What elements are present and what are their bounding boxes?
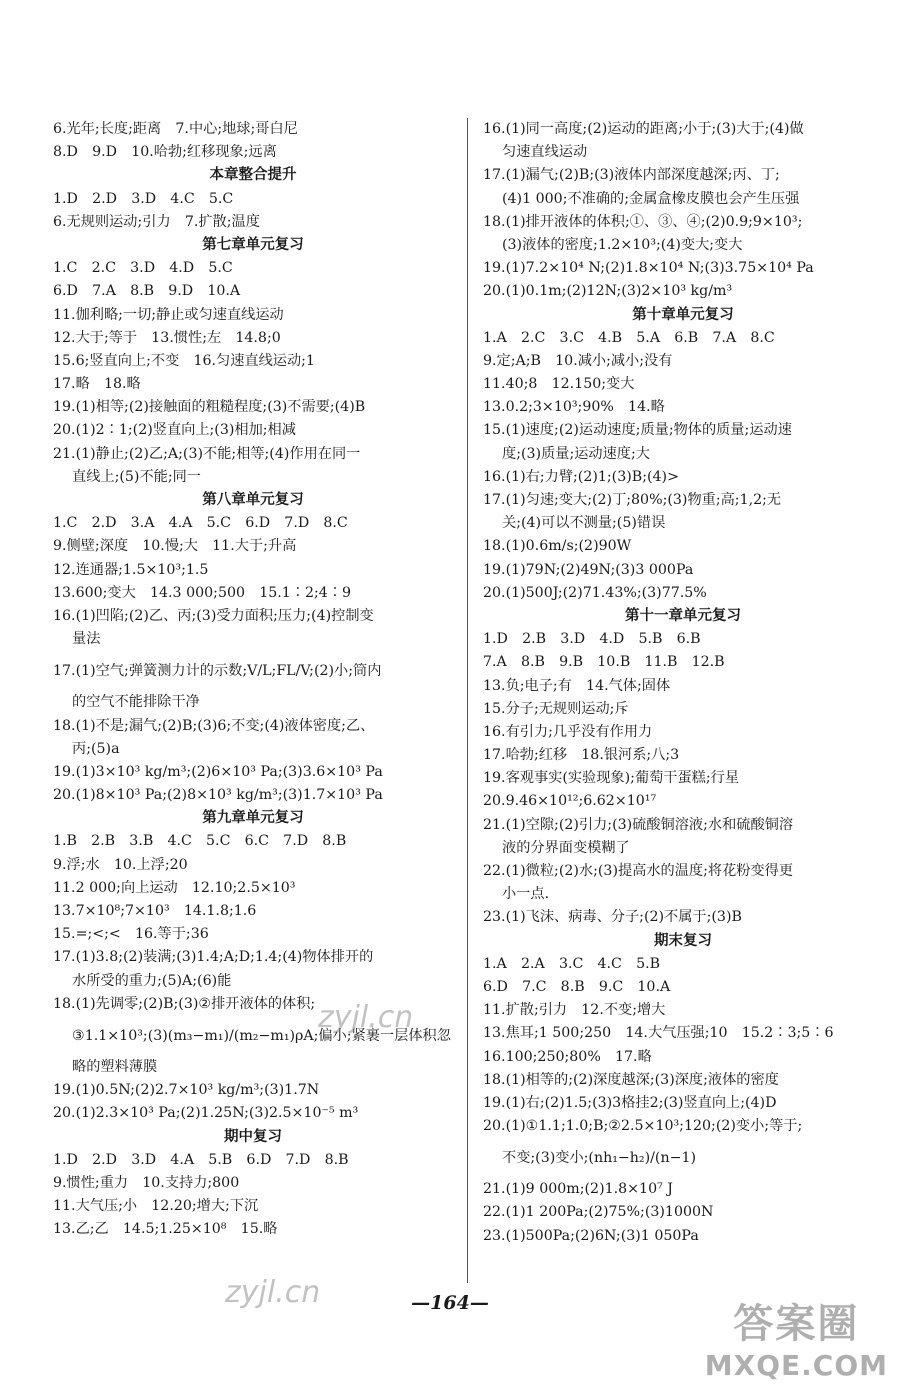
answer-line: 20.(1)8×10³ Pa;(2)8×10³ kg/m³;(3)1.7×10³ Pa	[53, 787, 383, 804]
answer-line: 11.大气压;小 12.20;增大;下沉	[53, 1198, 259, 1215]
answer-line: 6.光年;长度;距离 7.中心;地球;哥白尼	[53, 121, 298, 137]
answer-line: 13.600;变大 14.3 000;500 15.1∶2;4∶9	[53, 584, 352, 601]
answer-line: 19.(1)3×10³ kg/m³;(2)6×10³ Pa;(3)3.6×10³ Pa	[53, 763, 383, 780]
answer-line: 13.负;电子;有 14.气体;固体	[483, 677, 671, 694]
answer-line: ③1.1×10³;(3)(m₃−m₁)/(m₂−m₁)ρA;偏小;紧裹一层体积忽	[72, 1027, 451, 1044]
answer-line: 18.(1)排开液体的体积;①、③、④;(2)0.9;9×10³;	[483, 213, 803, 230]
answer-line: 11.扩散;引力 12.不变;增大	[483, 1002, 666, 1019]
answer-line: 液的分界面变模糊了	[502, 839, 630, 856]
answer-line: 7.A 8.B 9.B 10.B 11.B 12.B	[483, 654, 725, 671]
answer-line: 17.(1)匀速;变大;(2)丁;80%;(3)物重;高;1,2;无	[483, 492, 782, 508]
answer-line: 13.焦耳;1 500;250 14.大气压强;10 15.2∶3;5∶6	[483, 1025, 834, 1042]
answer-line: 1.D 2.D 3.D 4.A 5.B 6.D 7.D 8.B	[53, 1151, 349, 1168]
answer-line: 19.(1)相等;(2)接触面的粗糙程度;(3)不需要;(4)B	[53, 399, 366, 416]
answer-line: 20.(1)①1.1;1.0;B;②2.5×10³;120;(2)变小;等于;	[483, 1118, 803, 1135]
answer-line: 12.大于;等于 13.惯性;左 14.8;0	[53, 329, 281, 346]
answer-line: 17.(1)空气;弹簧测力计的示数;V/L;FL/V;(2)小;筒内	[53, 663, 382, 680]
answer-line: 12.连通器;1.5×10³;1.5	[53, 561, 209, 578]
answer-line: 8.D 9.D 10.哈勃;红移现象;远离	[53, 144, 277, 161]
answer-line: 1.C 2.D 3.A 4.A 5.C 6.D 7.D 8.C	[53, 515, 348, 532]
answer-line: 20.(1)2.3×10³ Pa;(2)1.25N;(3)2.5×10⁻⁵ m³	[53, 1105, 359, 1122]
answer-line: 不变;(3)变小;(nh₁−h₂)/(n−1)	[502, 1150, 697, 1167]
answer-line: 13.乙;乙 14.5;1.25×10⁸ 15.略	[53, 1221, 278, 1238]
answer-line: 9.定;A;B 10.减小;减小;没有	[483, 352, 673, 369]
left-column	[53, 118, 453, 1241]
answer-line: 19.(1)79N;(2)49N;(3)3 000Pa	[483, 561, 694, 578]
watermark-text: zyjl.cn	[225, 1275, 321, 1310]
answer-line: 小一点.	[502, 886, 550, 903]
answer-line: 量法	[72, 631, 101, 648]
answer-line: 1.A 2.A 3.C 4.C 5.B	[483, 955, 661, 972]
answer-line: 20.(1)500J;(2)71.43%;(3)77.5%	[483, 584, 707, 601]
answer-line: 6.D 7.C 8.B 9.C 10.A	[483, 978, 671, 995]
answer-line: (3)液体的密度;1.2×10³;(4)变大;变大	[502, 236, 743, 253]
answer-line: 21.(1)9 000m;(2)1.8×10⁷ J	[483, 1181, 673, 1198]
section-heading: 期末复习	[654, 932, 712, 949]
answer-line: 19.(1)0.5N;(2)2.7×10³ kg/m³;(3)1.7N	[53, 1082, 320, 1099]
answer-line: 21.(1)静止;(2)乙;A;(3)不能;相等;(4)作用在同一	[53, 445, 361, 462]
answer-line: 15.=;<;< 16.等于;36	[53, 926, 209, 943]
section-heading: 第十一章单元复习	[625, 607, 741, 624]
answer-line: 9.惯性;重力 10.支持力;800	[53, 1174, 240, 1191]
logo-line-1: 答案圈	[733, 1301, 860, 1347]
answer-line: 21.(1)空隙;(2)引力;(3)硫酸铜溶液;水和硫酸铜溶	[483, 816, 794, 833]
answer-line: 17.(1)3.8;(2)装满;(3)1.4;A;D;1.4;(4)物体排开的	[53, 949, 374, 966]
answer-line: 11.2 000;向上运动 12.10;2.5×10³	[53, 879, 296, 896]
answer-line: 9.浮;水 10.上浮;20	[53, 856, 188, 873]
answer-line: 关;(4)可以不测量;(5)错误	[502, 515, 666, 532]
answer-line: 1.A 2.C 3.C 4.B 5.A 6.B 7.A 8.C	[483, 329, 775, 346]
answer-line: 略的塑料薄膜	[72, 1058, 158, 1075]
answer-line: 17.哈勃;红移 18.银河系;八;3	[483, 747, 680, 764]
answer-line: 的空气不能排除干净	[72, 694, 200, 711]
answer-line: (4)1 000;不准确的;金属盒橡皮膜也会产生压强	[502, 190, 800, 207]
watermark-logo	[705, 1292, 888, 1382]
answer-line: 23.(1)500Pa;(2)6N;(3)1 050Pa	[483, 1227, 699, 1244]
answer-line: 22.(1)微粒;(2)水;(3)提高水的温度;将花粉变得更	[483, 863, 794, 879]
answer-line: 1.B 2.B 3.B 4.C 5.C 6.C 7.D 8.B	[53, 833, 347, 850]
answer-line: 度;(3)质量;运动速度;大	[502, 445, 650, 462]
section-heading: 第八章单元复习	[202, 492, 304, 508]
answer-line: 19.(1)右;(2)1.5;(3)3格挂2;(3)竖直向上;(4)D	[483, 1094, 777, 1111]
right-column	[483, 118, 883, 1248]
answer-line: 17.(1)漏气;(2)B;(3)液体内部深度越深;丙、丁;	[483, 167, 780, 184]
answer-line: 18.(1)先调零;(2)B;(3)②排开液体的体积;	[53, 995, 316, 1012]
answer-line: 17.略 18.略	[53, 376, 141, 393]
answer-line: 20.(1)2∶1;(2)竖直向上;(3)相加;相减	[53, 422, 296, 439]
answer-line: 20.9.46×10¹²;6.62×10¹⁷	[483, 793, 657, 810]
answer-line: 23.(1)飞沫、病毒、分子;(2)不属于;(3)B	[483, 909, 742, 926]
answer-line: 15.分子;无规则运动;斥	[483, 700, 629, 717]
answer-line: 9.侧壁;深度 10.慢;大 11.大于;升高	[53, 538, 297, 555]
section-heading: 本章整合提升	[209, 167, 297, 184]
answer-line: 水所受的重力;(5)A;(6)能	[72, 972, 232, 989]
answer-line: 16.(1)同一高度;(2)运动的距离;小于;(3)大于;(4)做	[483, 121, 804, 137]
answer-line: 13.7×10⁸;7×10³ 14.1.8;1.6	[53, 903, 257, 919]
answer-line: 1.C 2.C 3.D 4.D 5.C	[53, 260, 233, 277]
answer-line: 15.(1)速度;(2)运动速度;质量;物体的质量;运动速	[483, 422, 792, 439]
answer-line: 11.40;8 12.150;变大	[483, 376, 635, 393]
answer-line: 19.客观事实(实验现象);葡萄干蛋糕;行星	[483, 770, 740, 787]
answer-line: 1.D 2.B 3.D 4.D 5.B 6.B	[483, 631, 701, 648]
section-heading: 期中复习	[224, 1128, 282, 1145]
watermark-text: zyjl.cn	[318, 1000, 414, 1035]
section-heading: 第七章单元复习	[202, 236, 304, 253]
answer-line: 15.6;竖直向上;不变 16.匀速直线运动;1	[53, 352, 315, 369]
answer-line: 19.(1)7.2×10⁴ N;(2)1.8×10⁴ N;(3)3.75×10⁴ Pa	[483, 260, 814, 277]
answer-line: 18.(1)不是;漏气;(2)B;(3)6;不变;(4)液体密度;乙、	[53, 717, 375, 734]
section-heading: 第十章单元复习	[632, 306, 734, 323]
answer-line: 18.(1)0.6m/s;(2)90W	[483, 538, 632, 555]
page-number: —164—	[411, 1292, 489, 1314]
answer-line: 18.(1)相等的;(2)深度越深;(3)深度;液体的密度	[483, 1071, 779, 1088]
answer-line: 11.伽利略;一切;静止或匀速直线运动	[53, 306, 284, 323]
column-divider	[467, 118, 468, 1283]
answer-line: 20.(1)0.1m;(2)12N;(3)2×10³ kg/m³	[483, 283, 733, 300]
answer-line: 6.D 7.A 8.B 9.D 10.A	[53, 283, 241, 300]
answer-line: 16.(1)右;力臂;(2)1;(3)B;(4)>	[483, 468, 679, 485]
logo-line-2: MXQE.COM	[704, 1349, 888, 1382]
answer-line: 匀速直线运动	[502, 144, 588, 161]
answer-line: 13.0.2;3×10³;90% 14.略	[483, 399, 665, 416]
answer-line: 1.D 2.D 3.D 4.C 5.C	[53, 190, 234, 207]
answer-line: 16.100;250;80% 17.略	[483, 1048, 652, 1065]
answer-line: 22.(1)1 200Pa;(2)75%;(3)1000N	[483, 1204, 714, 1221]
answer-line: 丙;(5)a	[72, 740, 120, 757]
answer-line: 16.有引力;几乎没有作用力	[483, 723, 653, 740]
answer-line: 直线上;(5)不能;同一	[72, 468, 201, 485]
section-heading: 第九章单元复习	[202, 810, 304, 827]
answer-line: 16.(1)凹陷;(2)乙、丙;(3)受力面积;压力;(4)控制变	[53, 607, 374, 624]
answer-line: 6.无规则运动;引力 7.扩散;温度	[53, 213, 260, 230]
